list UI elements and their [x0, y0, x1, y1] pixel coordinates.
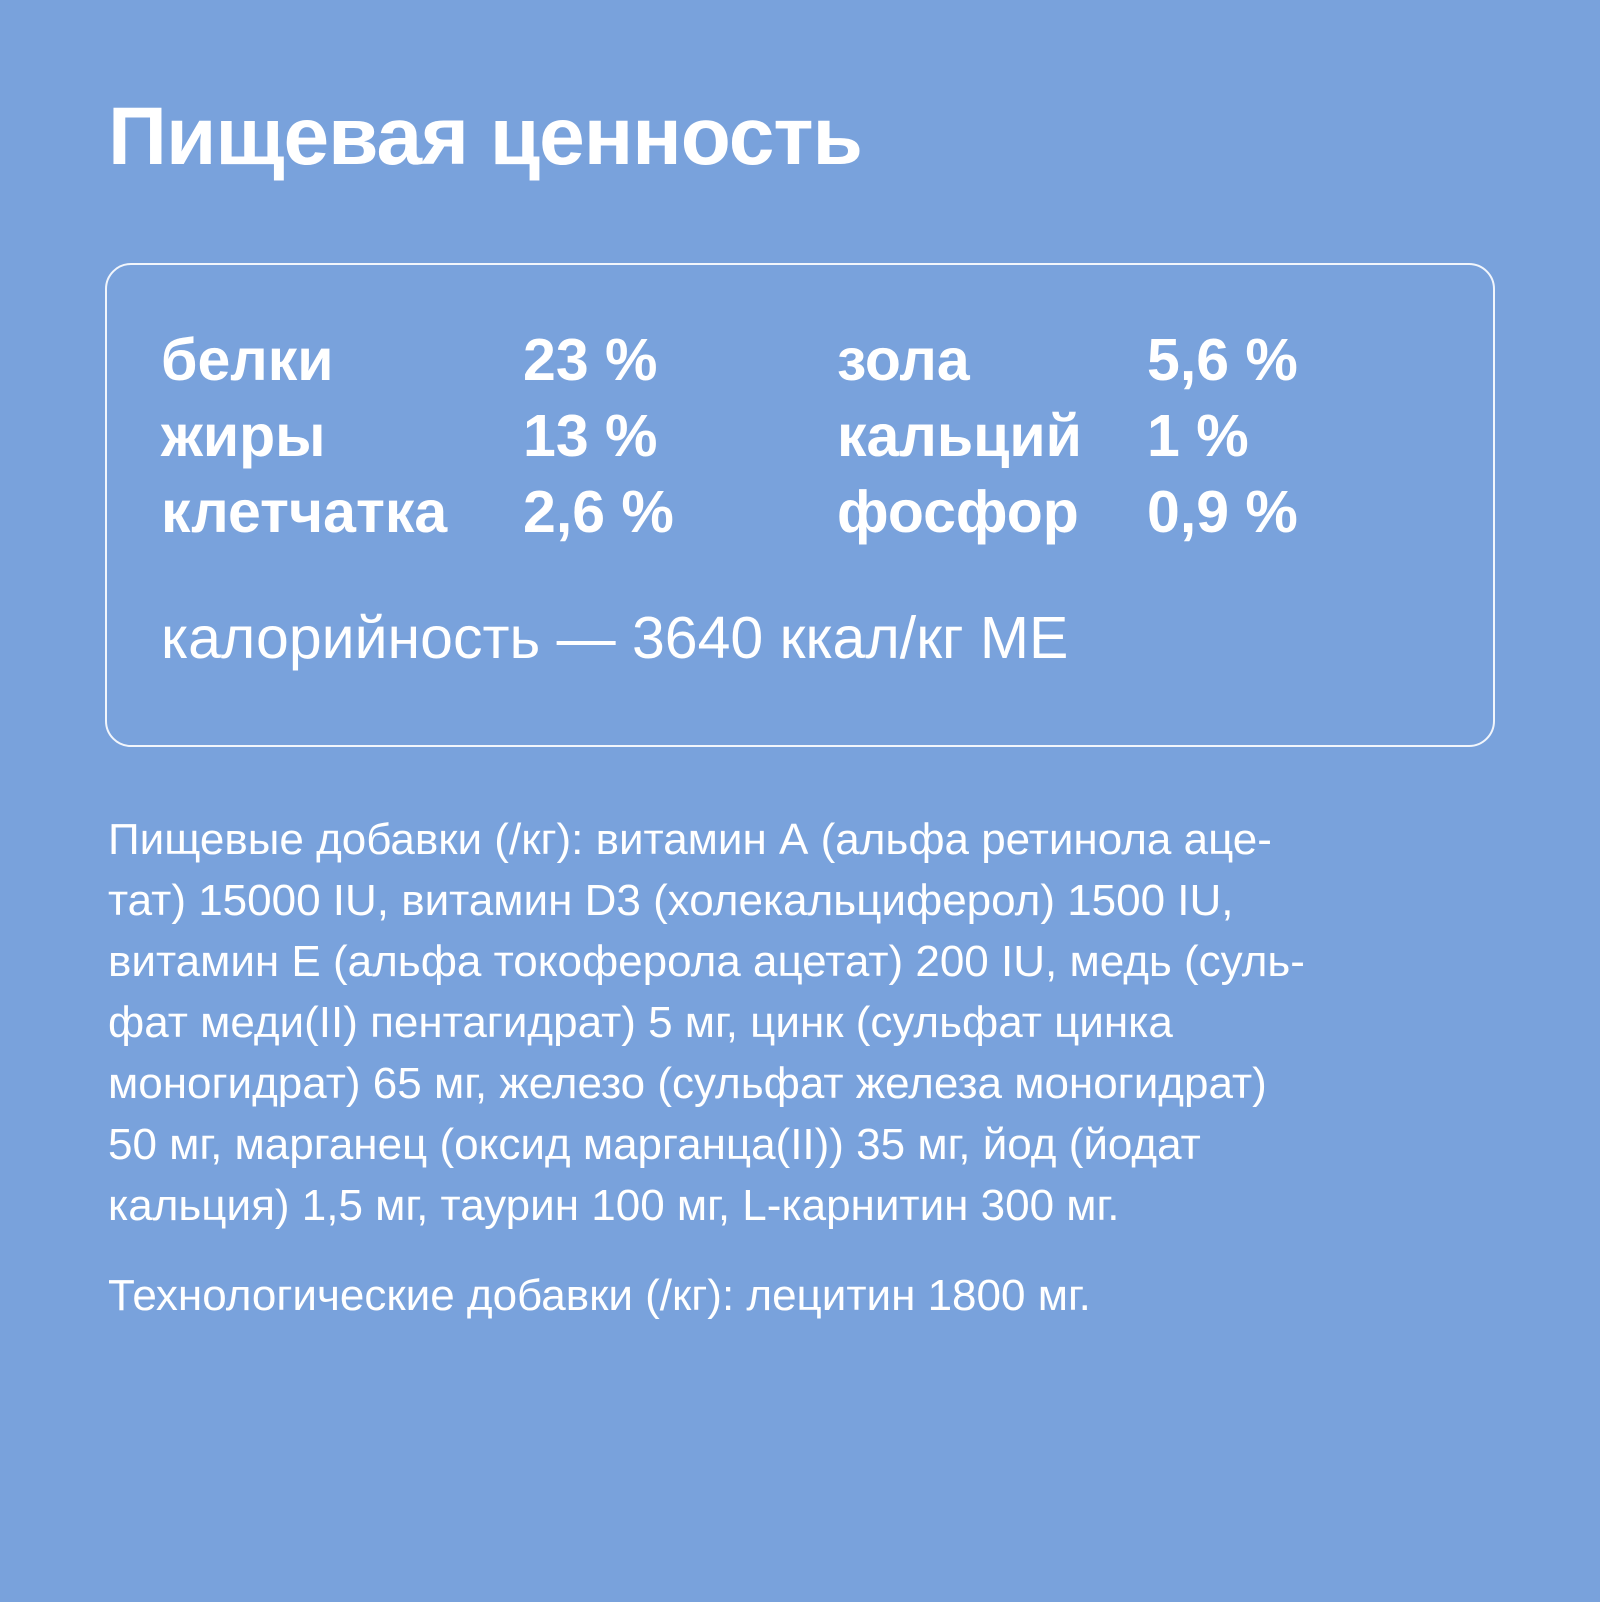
nutrient-name-phosphorus: фосфор [837, 479, 1079, 545]
tech-additives-paragraph: Технологические добавки (/кг): лецитин 1800 мг. [108, 1271, 1091, 1320]
additives-line: тат) 15000 IU, витамин D3 (холекальциферол) 1500 IU, [108, 876, 1234, 925]
nutrient-name-fat: жиры [161, 403, 326, 469]
nutrient-value-phosphorus: 0,9 % [1147, 479, 1298, 545]
nutrient-value-fiber: 2,6 % [523, 479, 674, 545]
additives-line: витамин Е (альфа токоферола ацетат) 200 IU, медь (суль- [108, 937, 1305, 986]
nutrition-panel [105, 263, 1495, 747]
nutrient-name-protein: белки [161, 327, 334, 393]
page-title: Пищевая ценность [108, 91, 862, 182]
additives-line: моногидрат) 65 мг, железо (сульфат железа моногидрат) [108, 1059, 1267, 1108]
nutrient-name-fiber: клетчатка [161, 479, 448, 545]
additives-line: 50 мг, марганец (оксид марганца(II)) 35 мг, йод (йодат [108, 1120, 1201, 1169]
nutrient-value-fat: 13 % [523, 403, 658, 469]
nutrient-value-calcium: 1 % [1147, 403, 1249, 469]
nutrient-name-calcium: кальций [837, 403, 1082, 469]
calories-line: калорийность — 3640 ккал/кг ME [161, 605, 1069, 671]
additives-line: фат меди(II) пентагидрат) 5 мг, цинк (сульфат цинка [108, 998, 1173, 1047]
additives-paragraph [108, 809, 1508, 1236]
additives-line: Пищевые добавки (/кг): витамин А (альфа ретинола аце- [108, 815, 1272, 864]
nutrient-value-protein: 23 % [523, 327, 658, 393]
nutrient-value-ash: 5,6 % [1147, 327, 1298, 393]
additives-line: кальция) 1,5 мг, таурин 100 мг, L-карнитин 300 мг. [108, 1181, 1120, 1230]
nutrient-name-ash: зола [837, 327, 970, 393]
